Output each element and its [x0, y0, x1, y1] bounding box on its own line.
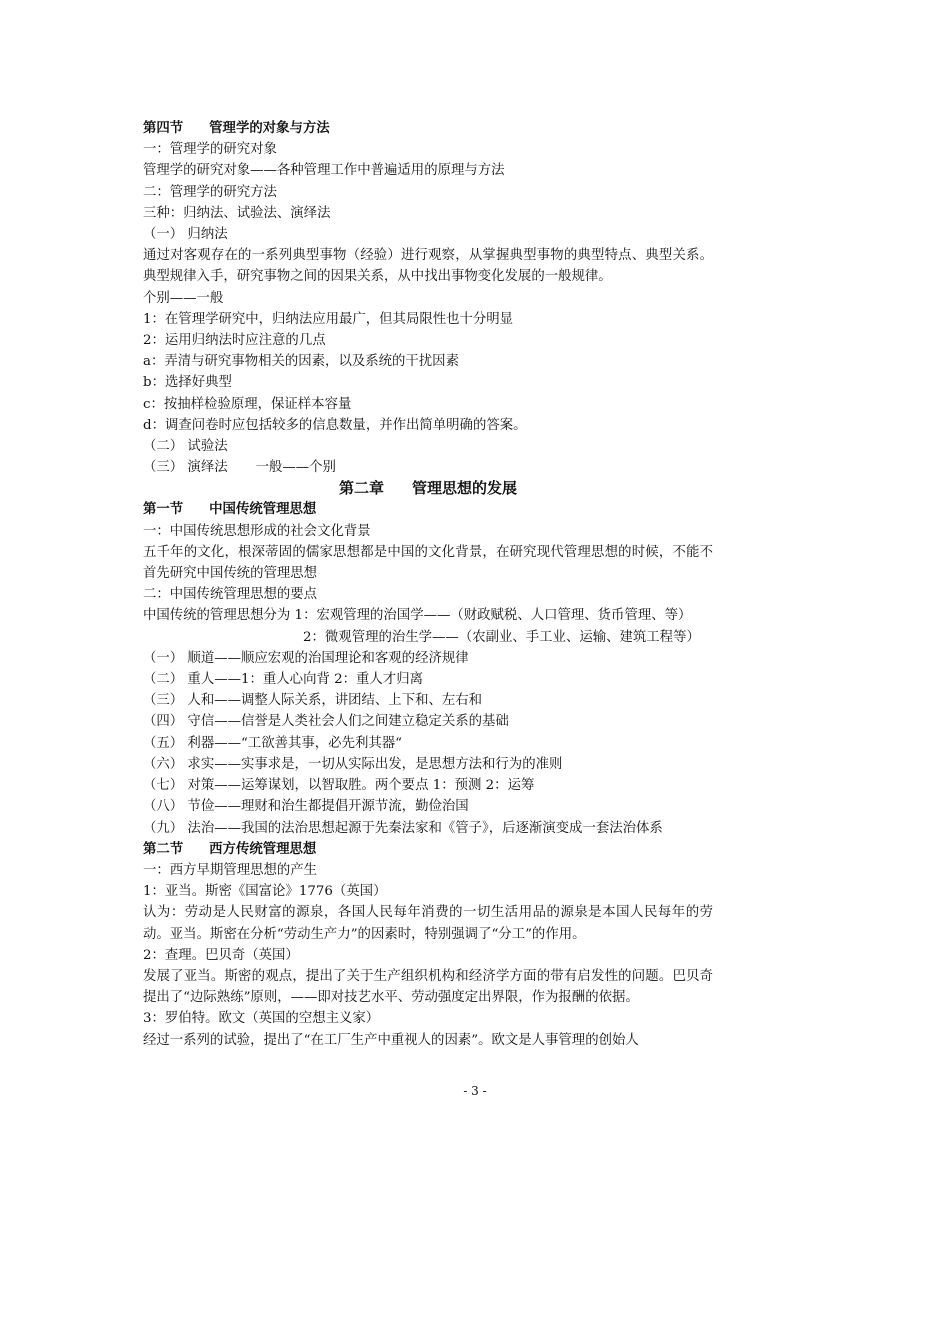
- text-line: 一：西方早期管理思想的产生: [143, 862, 318, 878]
- section-number: 第一节: [143, 502, 184, 518]
- list-item: （七） 对策——运筹谋划，以智取胜。两个要点 1：预测 2：运筹: [143, 778, 535, 794]
- text-line: b：选择好典型: [143, 375, 232, 391]
- document-body: [143, 118, 713, 1051]
- text-line: d：调查问卷时应包括较多的信息数量，并作出简单明确的答案。: [143, 417, 527, 433]
- chapter-number: 第二章: [338, 479, 384, 498]
- paragraph: 通过对客观存在的一系列典型事物（经验）进行观察，从掌握典型事物的典型特点、典型关系。典型规律入手，研究事物之间的因果关系，从中找出事物变化发展的一般规律。: [143, 248, 713, 285]
- method-label: （三） 演绎法: [143, 460, 228, 476]
- text-line: （二） 试验法: [143, 439, 228, 455]
- text-line: 三种：归纳法、试验法、演绎法: [143, 205, 331, 221]
- method-note: 一般——个别: [255, 460, 336, 476]
- section-title: 西方传统管理思想: [209, 841, 317, 857]
- section-number: 第二节: [143, 841, 184, 857]
- list-item: （六） 求实——实事求是，一切从实际出发，是思想方法和行为的准则: [143, 756, 563, 772]
- text-line: 3：罗伯特。欧文（英国的空想主义家）: [143, 1011, 380, 1027]
- list-item: （五） 利器——“工欲善其事，必先利其器“: [143, 735, 402, 751]
- paragraph: 发展了亚当。斯密的观点，提出了关于生产组织机构和经济学方面的带有启发性的问题。巴贝奇提出了“边际熟练”原则，——即对技艺水平、劳动强度定出界限，作为报酬的依据。: [143, 968, 713, 1006]
- section-title: 中国传统管理思想: [209, 502, 317, 518]
- paragraph: 五千年的文化，根深蒂固的儒家思想都是中国的文化背景，在研究现代管理思想的时候，不能不首先研究中国传统的管理思想: [143, 544, 713, 582]
- text-line: 个别——一般: [143, 290, 224, 306]
- list-item: （四） 守信——信誉是人类社会人们之间建立稳定关系的基础: [143, 714, 509, 730]
- text-line: 管理学的研究对象——各种管理工作中普遍适用的原理与方法: [143, 163, 505, 179]
- paragraph: 认为：劳动是人民财富的源泉，各国人民每年消费的一切生活用品的源泉是本国人民每年的劳动。亚当。斯密在分析“劳动生产力”的因素时，特别强调了“分工”的作用。: [143, 905, 713, 942]
- list-item: （二） 重人——1：重人心向背 2：重人才归离: [143, 672, 423, 688]
- page-number: - 3 -: [463, 1084, 487, 1098]
- list-item: （一） 顺道——顺应宏观的治国理论和客观的经济规律: [143, 650, 469, 666]
- text-line: a：弄清与研究事物相关的因素，以及系统的干扰因素: [143, 354, 459, 370]
- section-number: 第四节: [143, 121, 184, 136]
- text-line: c：按抽样检验原理，保证样本容量: [143, 396, 352, 412]
- section-title: 管理学的对象与方法: [209, 121, 330, 136]
- chapter-title: 管理思想的发展: [412, 479, 518, 498]
- section-heading-4: [143, 118, 713, 139]
- text-line: 1：在管理学研究中，归纳法应用最广，但其局限性也十分明显: [143, 311, 514, 327]
- text-line: 中国传统的管理思想分为 1：宏观管理的治国学——（财政赋税、人口管理、货币管理、等）: [143, 608, 692, 624]
- text-line: 一：管理学的研究对象: [143, 142, 277, 158]
- list-item: （九） 法治——我国的法治思想起源于先秦法家和《管子》，后逐渐演变成一套法治体系: [143, 820, 663, 836]
- text-line: 1：亚当。斯密《国富论》1776（英国）: [143, 884, 387, 900]
- chapter-heading: [143, 477, 713, 499]
- paragraph: 经过一系列的试验，提出了“在工厂生产中重视人的因素”。欧文是人事管理的创始人: [143, 1032, 639, 1048]
- text-line: 2：运用归纳法时应注意的几点: [143, 333, 326, 349]
- text-line-indented: 2：微观管理的治生学——（农副业、手工业、运输、建筑工程等）: [303, 629, 700, 645]
- text-line: 2：查理。巴贝奇（英国）: [143, 947, 299, 963]
- text-line: （一） 归纳法: [143, 227, 228, 243]
- section-heading-1: [143, 499, 713, 520]
- list-item: （八） 节俭——理财和治生都提倡开源节流，勤俭治国: [143, 799, 469, 815]
- text-line: 一：中国传统思想形成的社会文化背景: [143, 523, 371, 539]
- text-line: [143, 457, 713, 478]
- list-item: （三） 人和——调整人际关系，讲团结、上下和、左右和: [143, 693, 483, 709]
- section-heading-2: [143, 839, 713, 860]
- text-line: 二：中国传统管理思想的要点: [143, 587, 318, 603]
- text-line: 二：管理学的研究方法: [143, 184, 277, 200]
